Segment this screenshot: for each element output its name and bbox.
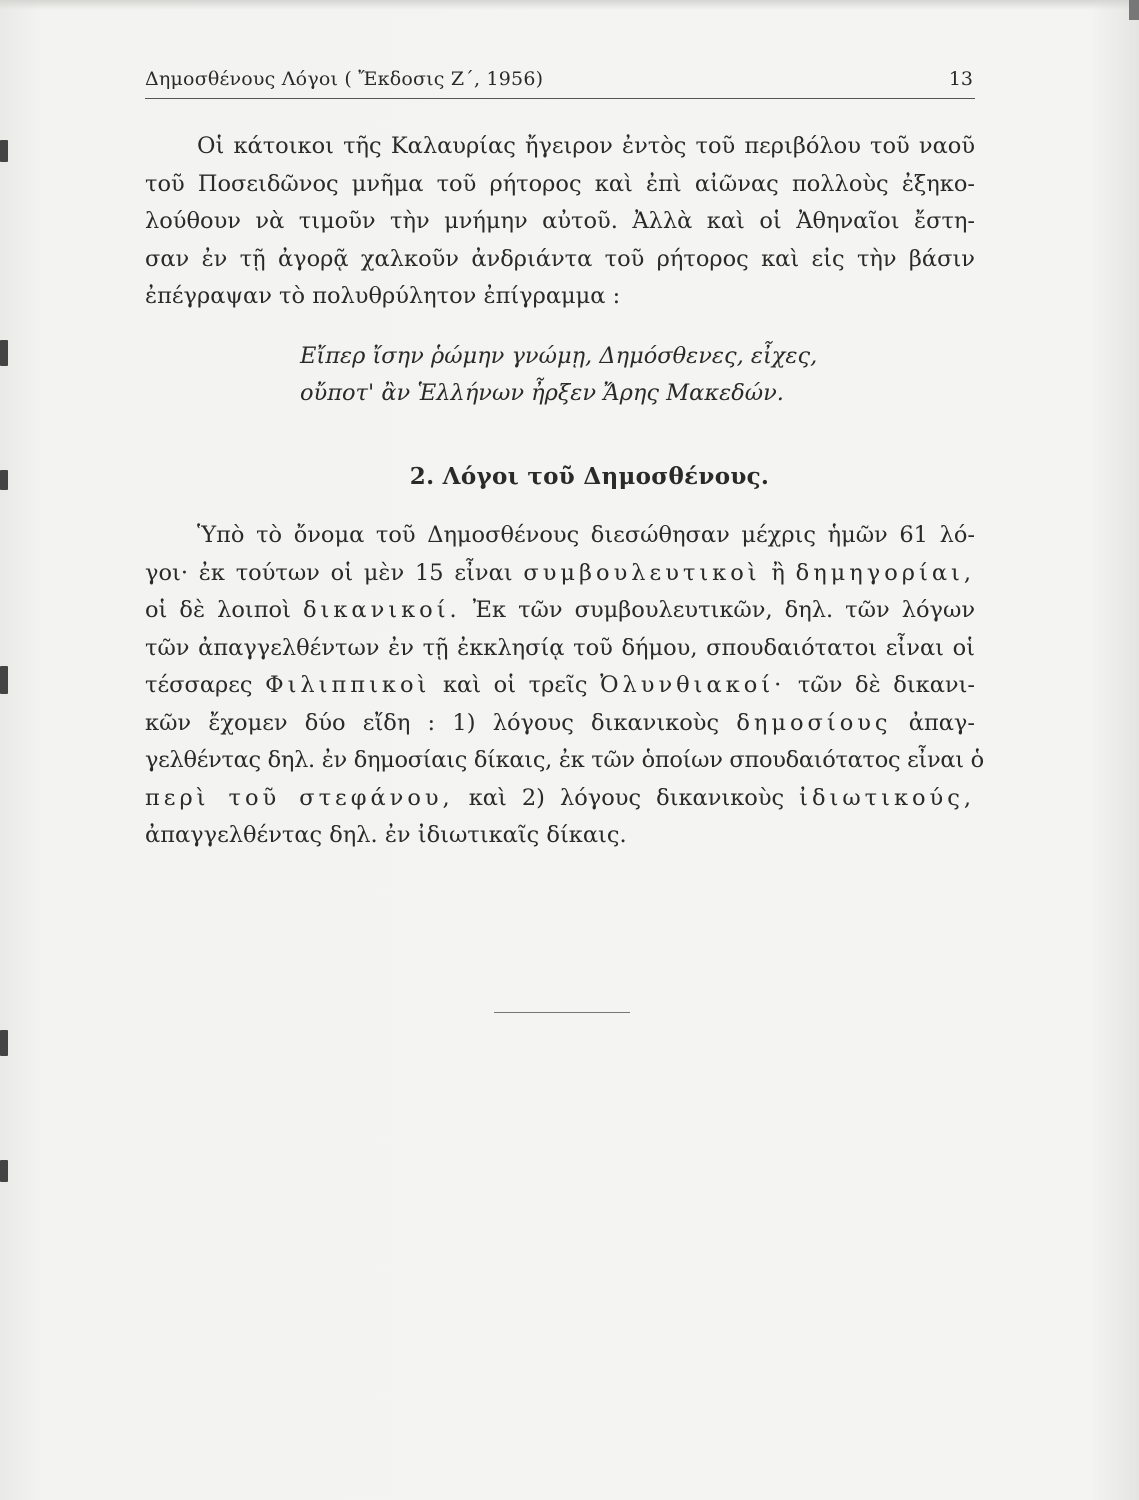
spaced-term: συμβουλευτικοὶ bbox=[523, 559, 761, 586]
running-head bbox=[145, 66, 975, 99]
text-line bbox=[145, 592, 975, 630]
text-run: ἢ bbox=[760, 559, 796, 586]
text-line: ἐπέγραψαν τὸ πολυθρύλητον ἐπίγραμμα : bbox=[145, 283, 621, 309]
spaced-term: περὶ τοῦ στεφάνου, bbox=[145, 784, 454, 811]
binding-mark bbox=[0, 1030, 8, 1056]
spaced-term: δικανικοί. bbox=[302, 597, 461, 623]
text-line: σαν ἐν τῇ ἀγορᾷ χαλκοῦν ἀνδριάντα τοῦ ρήτορος καὶ εἰς τὴν βάσιν bbox=[145, 245, 975, 272]
text-run: γοι· ἐκ τούτων οἱ μὲν 15 εἶναι bbox=[145, 559, 524, 586]
text-line: Οἱ κάτοικοι τῆς Καλαυρίας ἤγειρον ἐντὸς τοῦ περιβόλου τοῦ ναοῦ bbox=[197, 133, 975, 159]
scan-top-shadow bbox=[0, 0, 1139, 10]
text-line: τῶν ἀπαγγελθέντων ἐν τῇ ἐκκλησίᾳ τοῦ δήμου, σπουδαιότατοι εἶναι οἱ bbox=[145, 634, 975, 661]
text-line bbox=[145, 555, 975, 593]
text-line: ἀπαγγελθέντας δηλ. ἐν ἰδιωτικαῖς δίκαις. bbox=[145, 822, 627, 848]
text-line: τοῦ Ποσειδῶνος μνῆμα τοῦ ρήτορος καὶ ἐπὶ αἰῶνας πολλοὺς ἐξηκο- bbox=[145, 170, 975, 197]
epigram-line-1: Εἴπερ ἴσην ῥώμην γνώμῃ, Δημόσθενες, εἶχες, bbox=[300, 343, 818, 369]
spaced-term: ἰδιωτικούς, bbox=[799, 784, 975, 811]
spaced-term: δημηγορίαι, bbox=[795, 559, 975, 586]
text-line bbox=[145, 705, 975, 743]
binding-mark bbox=[0, 340, 8, 366]
text-run: τέσσαρες bbox=[145, 672, 266, 698]
spaced-term: δημοσίους bbox=[736, 709, 892, 736]
binding-mark bbox=[0, 1160, 8, 1182]
epigram bbox=[300, 338, 817, 412]
text-run: κῶν ἔχομεν δύο εἴδη : 1) λόγους δικανικοὺς bbox=[145, 709, 737, 736]
running-head-title: Δημοσθένους Λόγοι ( Ἔκδοσις Ζ΄, 1956) bbox=[145, 68, 544, 90]
spaced-term: Φιλιππικοὶ bbox=[265, 672, 431, 698]
scan-corner-mark bbox=[1129, 0, 1139, 20]
spaced-term: Ὀλυνθιακοί· bbox=[600, 672, 786, 698]
text-line: λούθουν νὰ τιμοῦν τὴν μνήμην αὐτοῦ. Ἀλλὰ καὶ οἱ Ἀθηναῖοι ἔστη- bbox=[145, 208, 975, 234]
text-run: καὶ οἱ τρεῖς bbox=[430, 672, 601, 698]
text-run: τῶν δὲ δικανι- bbox=[785, 672, 975, 698]
paragraph-kalauria bbox=[145, 128, 975, 316]
text-line bbox=[145, 667, 975, 705]
epigram-line-2: οὔποτ' ἂν Ἑλλήνων ἦρξεν Ἄρης Μακεδών. bbox=[300, 380, 784, 406]
text-run: καὶ 2) λόγους δικανικοὺς bbox=[453, 784, 800, 811]
text-run: Ἐκ τῶν συμβουλευτικῶν, δηλ. τῶν λόγων bbox=[460, 597, 975, 623]
text-line bbox=[145, 780, 975, 818]
text-run: ἀπαγ- bbox=[891, 709, 975, 736]
text-run: οἱ δὲ λοιποὶ bbox=[145, 597, 303, 623]
paragraph-speeches bbox=[145, 517, 984, 855]
text-line: γελθέντας δηλ. ἐν δημοσίαις δίκαις, ἐκ τῶν ὁποίων σπουδαιότατος εἶναι ὁ bbox=[145, 747, 984, 773]
section-heading: 2. Λόγοι τοῦ Δημοσθένους. bbox=[409, 463, 770, 490]
section-end-rule bbox=[494, 1012, 630, 1013]
binding-mark bbox=[0, 140, 8, 162]
text-line: Ὑπὸ τὸ ὄνομα τοῦ Δημοσθένους διεσώθησαν μέχρις ἡμῶν 61 λό- bbox=[197, 522, 975, 548]
page-number: 13 bbox=[948, 68, 973, 90]
binding-mark bbox=[0, 666, 8, 694]
